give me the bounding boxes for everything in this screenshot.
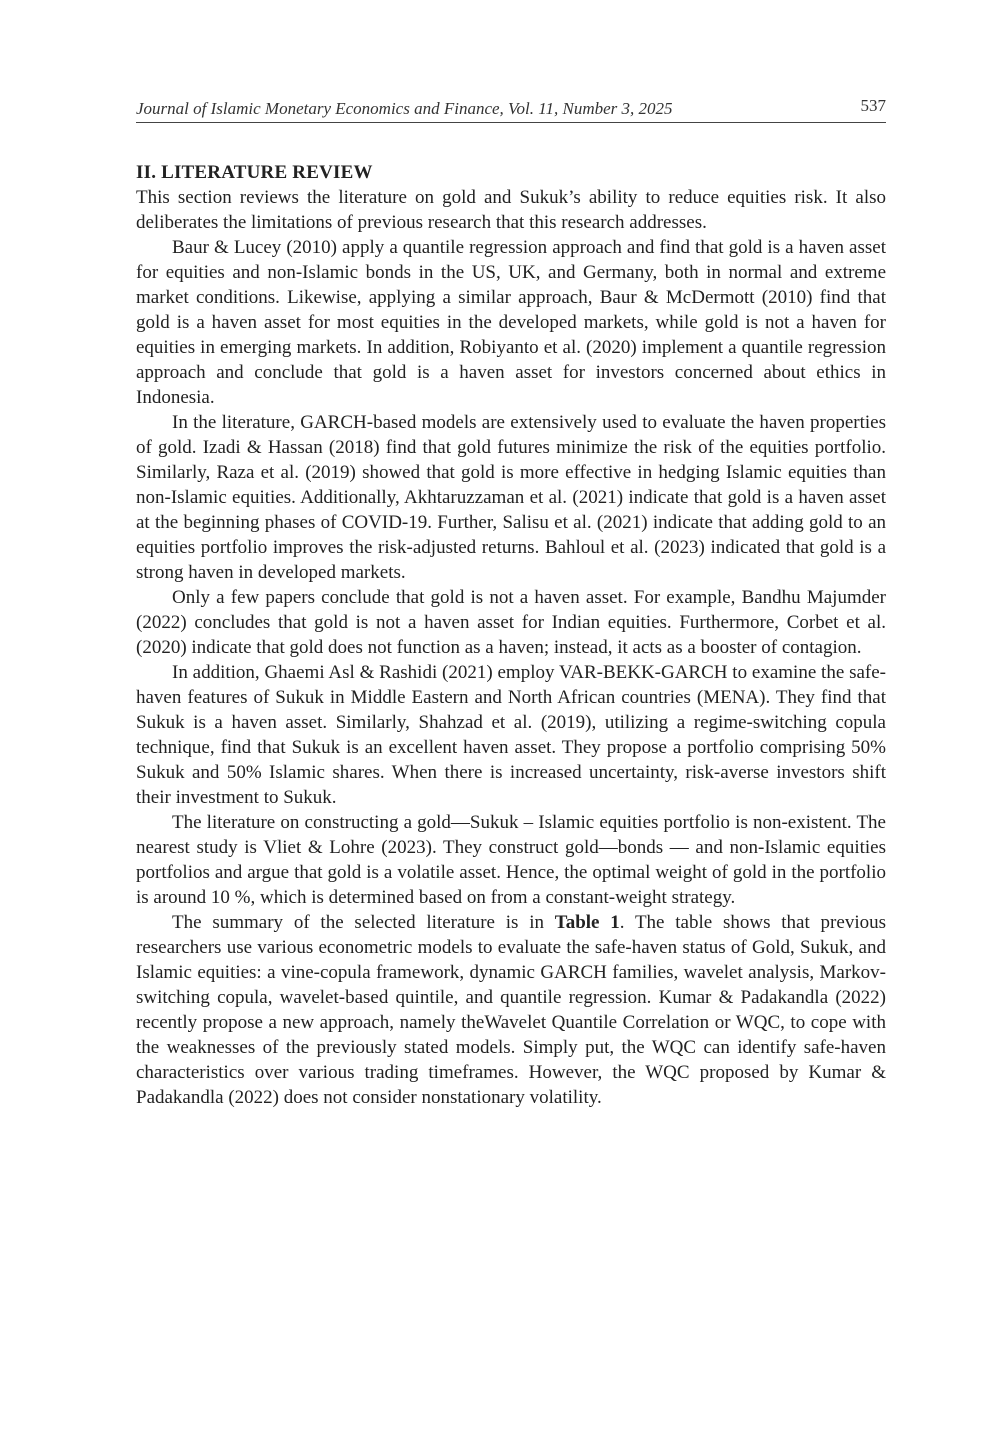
section-heading: II. LITERATURE REVIEW xyxy=(136,162,373,183)
page-number: 537 xyxy=(860,96,886,115)
garch-paragraph: In the literature, GARCH-based models are extensively used to evaluate the haven properties of gold. Izadi & Hassan (2018) find that gold futures minimize the risk of the equities portfolio. Similarly, Raza et al. (2019) showed that gold is more effective in hedging Islamic equities than non-Islamic equities. Additionally, Akhtaruzzaman et al. (2021) indicate that gold is a haven asset at the beginning phases of COVID-19. Further, Salisu et al. (2021) indicate that adding gold to an equities portfolio improves the risk-adjusted returns. Bahloul et al. (2023) indicated that gold is a strong haven in developed markets. xyxy=(136,412,886,583)
intro-paragraph: This section reviews the literature on gold and Sukuk’s ability to reduce equities risk. It also deliberates the limitations of previous research that this research addresses. xyxy=(136,187,886,233)
summary-text-before: The summary of the selected literature is in xyxy=(172,912,555,933)
table-reference: Table 1 xyxy=(554,912,620,933)
sukuk-paragraph: In addition, Ghaemi Asl & Rashidi (2021) employ VAR-BEKK-GARCH to examine the safe-haven features of Sukuk in Middle Eastern and North African countries (MENA). They find that Sukuk is a haven asset. Similarly, Shahzad et al. (2019), utilizing a regime-switching copula technique, find that Sukuk is an excellent haven asset. They propose a portfolio comprising 50% Sukuk and 50% Islamic shares. When there is increased uncertainty, risk-averse investors shift their investment to Sukuk. xyxy=(136,662,886,808)
portfolio-paragraph: The literature on constructing a gold—Sukuk – Islamic equities portfolio is non-existent. The nearest study is Vliet & Lohre (2023). They construct gold—bonds — and non-Islamic equities portfolios and argue that gold is a volatile asset. Hence, the optimal weight of gold in the portfolio is around 10 %, which is determined based on from a constant-weight strategy. xyxy=(136,812,886,908)
journal-page xyxy=(136,96,886,1110)
summary-text-after: . The table shows that previous researchers use various econometric models to evaluate the safe-haven status of Gold, Sukuk, and Islamic equities: a vine-copula framework, dynamic GARCH families, wavelet analysis, Markov-switching copula, wavelet-based quintile, and quantile regression. Kumar & Padakandla (2022) recently propose a new approach, namely theWavelet Quantile Correlation or WQC, to cope with the weaknesses of the previously stated models. Simply put, the WQC can identify safe-haven characteristics over various trading timeframes. However, the WQC proposed by Kumar & Padakandla (2022) does not consider nonstationary volatility. xyxy=(136,912,886,1108)
gold-quantile-paragraph: Baur & Lucey (2010) apply a quantile regression approach and find that gold is a haven asset for equities and non-Islamic bonds in the US, UK, and Germany, both in normal and extreme market conditions. Likewise, applying a similar approach, Baur & McDermott (2010) find that gold is a haven asset for most equities in the developed markets, while gold is not a haven for equities in emerging markets. In addition, Robiyanto et al. (2020) implement a quantile regression approach and conclude that gold is a haven asset for investors concerned about ethics in Indonesia. xyxy=(136,237,886,408)
summary-paragraph xyxy=(136,910,886,1110)
journal-citation: Journal of Islamic Monetary Economics and Finance, Vol. 11, Number 3, 2025 xyxy=(136,99,673,118)
running-header xyxy=(136,96,886,123)
not-haven-paragraph: Only a few papers conclude that gold is not a haven asset. For example, Bandhu Majumder (2022) concludes that gold is not a haven asset for Indian equities. Furthermore, Corbet et al. (2020) indicate that gold does not function as a haven; instead, it acts as a booster of contagion. xyxy=(136,587,886,658)
